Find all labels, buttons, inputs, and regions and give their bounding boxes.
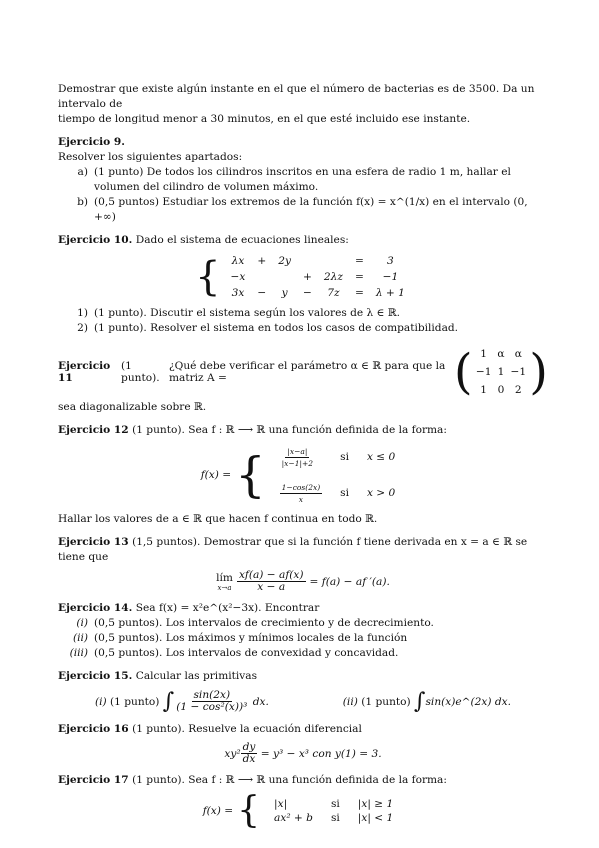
case-1-fraction: $\frac{|x-a|}{|x-1|+2}$ [281, 446, 314, 468]
item-label: a) [77, 166, 88, 178]
limit-rhs: = f(a) − af ′(a). [309, 575, 390, 588]
matrix-row [475, 382, 528, 398]
integral-sign-icon: ∫ [414, 689, 426, 714]
matrix-cell: 2 [514, 384, 522, 396]
exercise-9-item-b [58, 195, 548, 225]
system-row [225, 253, 411, 269]
system-cell: 3 [387, 255, 394, 267]
integrals-row [58, 689, 548, 714]
exercise-14 [58, 601, 548, 661]
exercise-10-item-1 [58, 306, 548, 321]
exercise-14-item [58, 631, 548, 646]
matrix-cell: 1 [480, 348, 488, 360]
case-2-condition: x > 0 [366, 487, 396, 499]
exercise-12-title: Ejercicio 12 [58, 424, 129, 436]
exercise-17-title: Ejercicio 17 [58, 774, 129, 786]
piecewise-f-12: f(x) = { $\frac{|x-a|}{|x-1|+2}$ si x ≤ 0 $\frac{1-\cos(2x)}{x}$ si x > 0 [58, 443, 548, 507]
intro-line-1: Demostrar que existe algún instante en el que el número de bacterias es de 3500. Da un intervalo de [58, 83, 535, 110]
item-text: (0,5 puntos). Los máximos y mínimos locales de la función [94, 632, 408, 644]
integral-ii: (ii) (1 punto) ∫ sin(x)e^(2x) dx. [342, 689, 512, 714]
item-label: 2) [77, 322, 88, 334]
matrix-cell: 1 [497, 366, 505, 378]
exercise-14-item [58, 616, 548, 631]
matrix-row [475, 346, 528, 362]
exercise-12 [58, 423, 548, 527]
exercise-12-tail: Hallar los valores de a ∈ ℝ que hacen f continua en todo ℝ. [58, 513, 378, 525]
exercise-17-points: (1 punto). [132, 774, 185, 786]
piecewise-table: |x| si |x| ≥ 1 ax² + b si |x| < 1 [274, 798, 394, 824]
exercise-9-lead: Resolver los siguientes apartados: [58, 151, 243, 163]
exercise-11-text: ¿Qué debe verificar el parámetro α ∈ ℝ para que la matriz A = [168, 360, 446, 384]
si-label: si [340, 451, 349, 463]
item-label: (ii) [72, 632, 88, 644]
exercise-10 [58, 233, 548, 336]
system-row [225, 269, 411, 285]
exercise-11-title: Ejercicio 11 [58, 360, 111, 384]
system-cell [251, 269, 272, 285]
system-cell: y [281, 287, 288, 299]
page-content [58, 82, 548, 834]
item-label: (iii) [69, 647, 88, 659]
piecewise-table [270, 443, 406, 507]
exercise-15-text: Calcular las primitivas [135, 670, 258, 682]
exercise-12-points: (1 punto). [132, 424, 185, 436]
item-text: (0,5 puntos) Estudiar los extremos de la función f(x) = x^(1/x) en el intervalo (0, +∞) [94, 196, 528, 223]
matrix-cell: α [497, 348, 505, 360]
exercise-13-points: (1,5 puntos). [132, 536, 201, 548]
system-cell: 2λz [323, 271, 343, 283]
matrix-cell: 1 [480, 384, 488, 396]
intro-line-2: tiempo de longitud menor a 30 minutos, en el que esté incluido ese instante. [58, 113, 471, 125]
exercise-14-title: Ejercicio 14. [58, 602, 133, 614]
exercise-15 [58, 669, 548, 714]
matrix-a: ( 1 α α −1 1 −1 1 0 2 ) [453, 344, 548, 400]
fx-label: f(x) = [200, 469, 232, 481]
differential-equation: xy² $\frac{dy}{dx}$ = y³ − x³ con y(1) = 3. [224, 741, 382, 765]
case-1-condition: x ≤ 0 [366, 451, 396, 463]
system-cell: = [354, 271, 364, 283]
integral-sign-icon: ∫ [162, 689, 175, 714]
linear-system: { λx + 2y = 3 −x + 2λz = −1 3x − y − 7z = λ + 1 [58, 253, 548, 301]
system-cell: − [303, 287, 312, 299]
system-row [225, 285, 411, 301]
item-label: b) [77, 196, 88, 208]
lim-subscript: x→a [217, 583, 232, 592]
system-cell: 3x [231, 287, 245, 299]
exercise-16-points: (1 punto). [132, 723, 185, 735]
system-table [225, 253, 411, 301]
lim-label: lím [216, 571, 233, 584]
item-label: 1) [77, 307, 88, 319]
item-text: (0,5 puntos). Los intervalos de crecimiento y de decrecimiento. [94, 617, 434, 629]
matrix-row [475, 364, 528, 380]
exercise-17-text: Sea f : ℝ ⟶ ℝ una función definida de la forma: [188, 774, 447, 786]
exercise-16-text: Resuelve la ecuación diferencial [188, 723, 362, 735]
exercise-17 [58, 773, 548, 829]
system-cell: 7z [327, 287, 340, 299]
exercise-13-text: Demostrar que si la función f tiene derivada en x = a ∈ ℝ se tiene que [58, 536, 528, 563]
item-text: (1 punto). Resolver el sistema en todos los casos de compatibilidad. [94, 322, 459, 334]
exercise-12-text: Sea f : ℝ ⟶ ℝ una función definida de la forma: [188, 424, 447, 436]
system-cell: + [257, 255, 267, 267]
system-cell: −x [230, 271, 246, 283]
system-cell: − [257, 287, 267, 299]
si-label: si [340, 487, 349, 499]
system-cell: = [354, 287, 364, 299]
limit-fraction: $\frac{xf(a) - af(x)}{x - a}$ [238, 569, 304, 593]
exercise-10-title: Ejercicio 10. [58, 234, 133, 246]
item-text: (1 punto). Discutir el sistema según los valores de λ ∈ ℝ. [94, 307, 401, 319]
piecewise-f-17: f(x) = { |x| si |x| ≥ 1 ax² + b si |x| < 1 [58, 793, 548, 829]
integral-i: (i) (1 punto) ∫ $\frac{\sin(2x)}{\text{(1 − cos²(x))³}}$ dx. [94, 689, 269, 714]
system-cell: + [303, 271, 312, 283]
exercise-9-title: Ejercicio 9. [58, 136, 125, 148]
system-cell: 2y [278, 255, 292, 267]
system-cell: λx [231, 255, 245, 267]
exercise-9 [58, 135, 548, 225]
exercise-14-item [58, 646, 548, 661]
exercise-13 [58, 535, 548, 593]
exercise-13-title: Ejercicio 13 [58, 536, 129, 548]
exercise-16 [58, 722, 548, 765]
exercise-11-points: (1 punto). [121, 360, 160, 384]
matrix-cell: −1 [475, 366, 492, 378]
case-2-fraction: $\frac{1-\cos(2x)}{x}$ [281, 482, 321, 504]
matrix-table [473, 344, 530, 400]
item-text: (0,5 puntos). Los intervalos de convexidad y concavidad. [94, 647, 399, 659]
exercise-10-item-2 [58, 321, 548, 336]
item-text: (1 punto) De todos los cilindros inscritos en una esfera de radio 1 m, hallar el volumen del cilindro de volumen máximo. [94, 166, 511, 193]
exercise-11-tail: sea diagonalizable sobre ℝ. [58, 401, 207, 413]
system-cell: = [354, 255, 364, 267]
exercise-11 [58, 344, 548, 415]
limit-formula [58, 570, 548, 593]
system-cell [318, 253, 349, 269]
system-cell: λ + 1 [375, 287, 405, 299]
exercise-15-title: Ejercicio 15. [58, 670, 133, 682]
matrix-cell: −1 [510, 366, 527, 378]
exercise-9-item-a [58, 165, 548, 195]
system-cell [297, 253, 318, 269]
exercise-16-title: Ejercicio 16 [58, 723, 129, 735]
exercise-14-items [58, 616, 548, 661]
system-cell [272, 269, 297, 285]
system-cell: −1 [382, 271, 399, 283]
matrix-cell: α [514, 348, 522, 360]
matrix-cell: 0 [497, 384, 505, 396]
exercise-10-lead: Dado el sistema de ecuaciones lineales: [135, 234, 349, 246]
exercise-14-text: Sea f(x) = x²e^(x²−3x). Encontrar [135, 602, 320, 614]
item-label: (i) [76, 617, 88, 629]
